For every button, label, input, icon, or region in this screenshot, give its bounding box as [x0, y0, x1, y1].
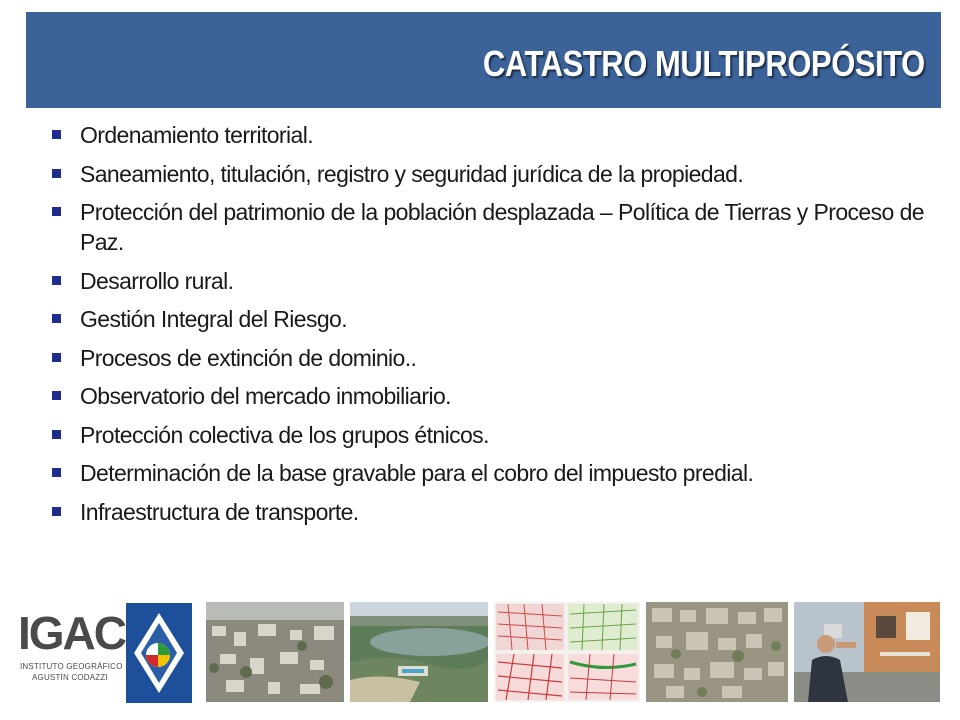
bullet-item — [52, 159, 924, 189]
surveyor-street-photo — [794, 602, 940, 702]
bullet-item — [52, 420, 924, 450]
bullet-list — [52, 120, 924, 535]
bullet-square-icon — [52, 353, 61, 362]
bullet-text: Determinación de la base gravable para el cobro del impuesto predial. — [80, 460, 754, 486]
igac-logo — [18, 607, 128, 700]
bullet-text: Procesos de extinción de dominio.. — [80, 344, 417, 371]
bullet-text: Observatorio del mercado inmobiliario. — [80, 383, 451, 409]
bullet-text: Protección del patrimonio de la población desplazada – Política de Tierras y Proceso de Paz. — [80, 199, 924, 255]
bullet-square-icon — [52, 314, 61, 323]
bullet-text: Gestión Integral del Riesgo. — [80, 306, 348, 332]
bullet-square-icon — [52, 276, 61, 285]
bullet-text: Protección colectiva de los grupos étnicos. — [80, 421, 489, 448]
bullet-item — [52, 343, 924, 373]
bullet-square-icon — [52, 468, 61, 477]
bullet-text: Saneamiento, titulación, registro y seguridad jurídica de la propiedad. — [80, 160, 744, 187]
city-aerial-photo — [206, 602, 344, 702]
bullet-item — [52, 458, 924, 488]
slide-title: CATASTRO MULTIPROPÓSITO — [483, 43, 925, 84]
bullet-square-icon — [52, 130, 61, 139]
bullet-text: Ordenamiento territorial. — [80, 122, 313, 148]
cadastral-maps-photo — [494, 602, 640, 702]
bullet-item — [52, 266, 924, 296]
bullet-square-icon — [52, 207, 61, 216]
bullet-item — [52, 120, 924, 150]
logo-line-1: INSTITUTO GEOGRÁFICO — [20, 662, 123, 671]
bullet-item — [52, 197, 924, 257]
bullet-item — [52, 381, 924, 411]
bullet-item — [52, 497, 924, 527]
igac-emblem-icon — [126, 603, 192, 703]
bullet-text: Infraestructura de transporte. — [80, 498, 359, 525]
title-banner — [26, 12, 941, 108]
satellite-neighborhood-photo — [646, 602, 788, 702]
coastal-aerial-photo — [350, 602, 488, 702]
bullet-square-icon — [52, 507, 61, 516]
bullet-square-icon — [52, 391, 61, 400]
bullet-square-icon — [52, 430, 61, 439]
bullet-text: Desarrollo rural. — [80, 267, 234, 294]
bullet-square-icon — [52, 169, 61, 178]
logo-acronym: IGAC — [18, 607, 125, 659]
bullet-item — [52, 304, 924, 334]
logo-line-2: AGUSTÍN CODAZZI — [32, 673, 108, 682]
